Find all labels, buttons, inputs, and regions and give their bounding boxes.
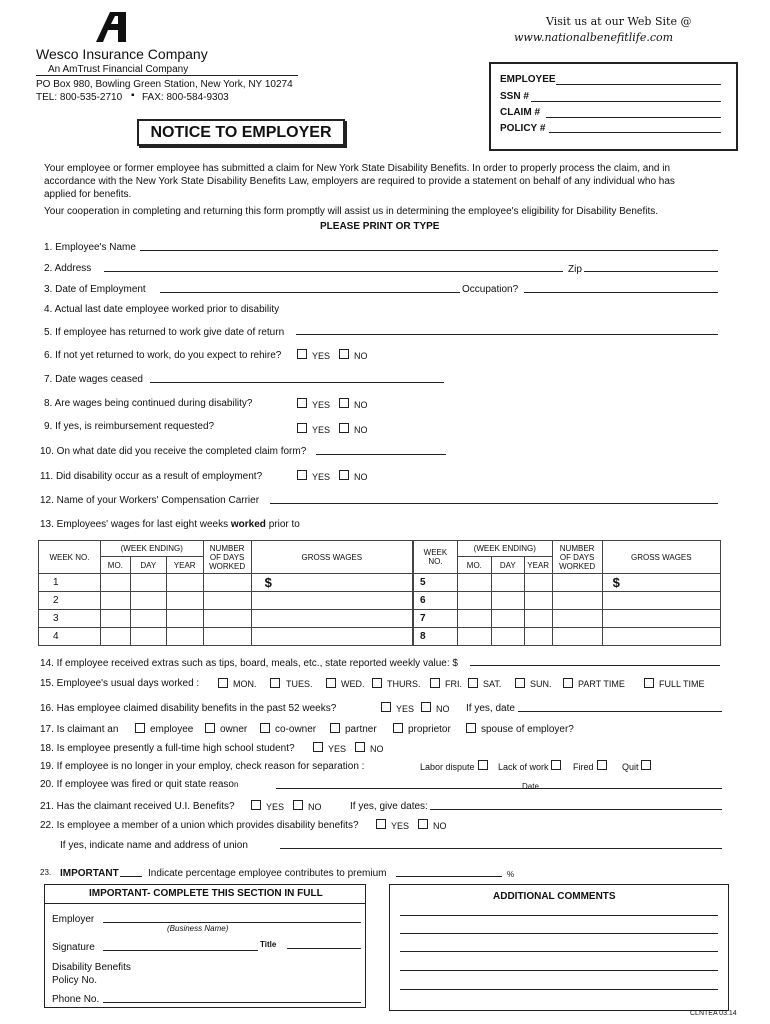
signature-field[interactable] (103, 950, 258, 951)
q19-label: 19. If employee is no longer in your employ, check reason for separation : (40, 761, 365, 772)
q9-yes-label: YES (312, 425, 331, 435)
separation-lack-of-work-label: Lack of work (498, 762, 549, 772)
q20-label (40, 779, 238, 790)
q6-no-label: NO (354, 351, 368, 361)
form-code: CLNTEA 03.14 (690, 1010, 737, 1017)
q23-label: Indicate percentage employee contributes to premium (148, 868, 387, 879)
q22-label: 22. Is employee a member of a union which provides disability benefits? (40, 820, 359, 831)
q16-no-label: NO (436, 704, 450, 714)
intro-line3: applied for benefits. (44, 189, 132, 200)
comment-line[interactable] (400, 970, 718, 971)
day-label-mon: MON. (233, 679, 257, 689)
mo-header: MO. (457, 557, 491, 574)
gross-wages-header: GROSS WAGES (251, 541, 412, 574)
claimant-proprietor-checkbox[interactable] (393, 723, 403, 733)
day-label-wed: WED. (341, 679, 365, 689)
q21-yes-checkbox[interactable] (251, 800, 261, 810)
claimant-partner-checkbox[interactable] (330, 723, 340, 733)
q22-yes-label: YES (391, 821, 410, 831)
page-title: NOTICE TO EMPLOYER (137, 119, 345, 146)
day-checkbox-thurs[interactable] (372, 678, 382, 688)
title-field[interactable] (287, 948, 361, 949)
claimant-employee-checkbox[interactable] (135, 723, 145, 733)
intro-line4: Your cooperation in completing and returning this form promptly will assist us in determining the employee's eligibility for Disability Benefits. (44, 206, 659, 217)
day-header: DAY (491, 557, 524, 574)
signature-label: Signature (52, 942, 95, 953)
q8-label: 8. Are wages being continued during disability? (44, 398, 253, 409)
q6-no-checkbox[interactable] (339, 349, 349, 359)
q11-yes-checkbox[interactable] (297, 470, 307, 480)
day-checkbox-sat[interactable] (468, 678, 478, 688)
q5-field[interactable] (296, 334, 718, 335)
day-checkbox-fri[interactable] (430, 678, 440, 688)
gross-wages-cell[interactable] (251, 574, 412, 592)
employer-label: Employer (52, 914, 95, 925)
company-tel: TEL: 800-535-2710 (36, 92, 123, 103)
table-row (414, 592, 721, 610)
phone-field[interactable] (103, 1002, 361, 1003)
claim-field[interactable] (546, 117, 721, 118)
separation-quit-checkbox[interactable] (641, 760, 651, 770)
q2-zip-field[interactable] (584, 271, 718, 272)
q23-important-underline (120, 876, 142, 877)
q13-label-a: 13. Employees' wages for last eight weeks (40, 519, 229, 530)
claimant-partner-label: partner (345, 724, 377, 735)
day-checkbox-mon[interactable] (218, 678, 228, 688)
q6-label: 6. If not yet returned to work, do you expect to rehire? (44, 350, 282, 361)
q9-no-checkbox[interactable] (339, 423, 349, 433)
q16-date-field[interactable] (518, 711, 722, 712)
q16-no-checkbox[interactable] (421, 702, 431, 712)
employee-label: EMPLOYEE (500, 74, 556, 85)
q21-no-checkbox[interactable] (293, 800, 303, 810)
separation-quit-label: Quit (622, 762, 639, 772)
q8-yes-label: YES (312, 400, 331, 410)
week-ending-header: (WEEK ENDING) (457, 541, 552, 557)
q23-percent-sign: % (507, 870, 515, 879)
q13-label-c: prior to (268, 519, 300, 530)
q23-important: IMPORTANT (60, 868, 119, 879)
part-time-checkbox[interactable] (563, 678, 573, 688)
db-policy-label-2: Policy No. (52, 975, 98, 986)
q17-label: 17. Is claimant an (40, 724, 119, 735)
dollar-sign: $ (264, 575, 272, 590)
q14-field[interactable] (470, 665, 720, 666)
separation-labor-dispute-label: Labor dispute (420, 762, 475, 772)
week-ending-header: (WEEK ENDING) (100, 541, 203, 557)
company-name: Wesco Insurance Company (36, 46, 208, 62)
q14-label: 14. If employee received extras such as tips, board, meals, etc., state reported weekly value: $ (40, 658, 458, 669)
q3-field[interactable] (160, 292, 460, 293)
fax-bullet: ▪ (131, 90, 135, 101)
intro-line1: Your employee or former employee has submitted a claim for New York State Disability Benefits. In order to properly process the claim, and in (44, 163, 671, 174)
q22-yes-checkbox[interactable] (376, 819, 386, 829)
claimant-coowner-checkbox[interactable] (260, 723, 270, 733)
q1-field[interactable] (140, 250, 718, 251)
q10-label: 10. On what date did you receive the completed claim form? (40, 446, 307, 457)
company-logo (96, 12, 126, 42)
q18-yes-checkbox[interactable] (313, 742, 323, 752)
website-url[interactable]: www.nationalbenefitlife.com (514, 31, 674, 44)
company-fax: FAX: 800-584-9303 (142, 92, 229, 103)
q3-occupation-label: Occupation? (462, 284, 519, 295)
table-row (39, 592, 413, 610)
q4-label: 4. Actual last date employee worked prior to disability (44, 304, 280, 315)
day-label-sun: SUN. (530, 679, 552, 689)
part-time-label: PART TIME (578, 679, 625, 689)
business-name-caption: (Business Name) (167, 924, 229, 933)
title-label: Title (260, 940, 277, 949)
db-policy-label-1: Disability Benefits (52, 962, 131, 973)
num-days-header: NUMBER OF DAYS WORKED (552, 541, 602, 574)
separation-fired-label: Fired (573, 762, 594, 772)
q18-no-label: NO (370, 744, 384, 754)
wages-table-left (38, 540, 413, 646)
q20-label-text: 20. If employee was fired or quit state reaso (40, 779, 234, 790)
employee-field[interactable] (556, 84, 721, 85)
ssn-field[interactable] (531, 101, 721, 102)
policy-field[interactable] (549, 132, 721, 133)
website-line1: Visit us at our Web Site @ (546, 15, 692, 28)
claim-label: CLAIM # (500, 107, 540, 118)
separation-fired-checkbox[interactable] (597, 760, 607, 770)
comment-line[interactable] (400, 915, 718, 916)
comment-line[interactable] (400, 989, 718, 990)
company-address: PO Box 980, Bowling Green Station, New York, NY 10274 (36, 79, 293, 90)
week-number: 8 (414, 628, 458, 646)
q22-no-label: NO (433, 821, 447, 831)
year-header: YEAR (524, 557, 552, 574)
additional-comments-heading: ADDITIONAL COMMENTS (493, 891, 616, 902)
table-row (414, 574, 721, 592)
q1-label: 1. Employee's Name (44, 242, 136, 253)
company-subtitle: An AmTrust Financial Company (48, 64, 189, 75)
print-instruction: PLEASE PRINT OR TYPE (320, 221, 440, 232)
day-label-fri: FRI. (445, 679, 462, 689)
separation-labor-dispute-checkbox[interactable] (478, 760, 488, 770)
num-days-header: NUMBER OF DAYS WORKED (203, 541, 251, 574)
q22-union-field[interactable] (280, 848, 722, 849)
q6-yes-label: YES (312, 351, 331, 361)
table-row (39, 610, 413, 628)
week-no-header: WEEK NO. (414, 541, 458, 574)
q2-field[interactable] (104, 271, 563, 272)
day-checkbox-sun[interactable] (515, 678, 525, 688)
week-number: 6 (414, 592, 458, 610)
q23-number: 23. (40, 868, 52, 877)
q13-label (40, 519, 300, 530)
q18-yes-label: YES (328, 744, 347, 754)
q9-yes-checkbox[interactable] (297, 423, 307, 433)
claimant-proprietor-label: proprietor (408, 724, 451, 735)
dollar-sign: $ (612, 575, 620, 590)
claimant-owner-label: owner (220, 724, 248, 735)
claim-id-box (489, 62, 738, 151)
q5-label: 5. If employee has returned to work give date of return (44, 327, 285, 338)
q8-yes-checkbox[interactable] (297, 398, 307, 408)
mo-header: MO. (100, 557, 130, 574)
intro-line2: accordance with the New York State Disability Benefits Law, employers are required to provide a statement on behalf of any individual who has (44, 176, 675, 187)
q21-yes-label: YES (266, 802, 285, 812)
q12-field[interactable] (270, 503, 718, 504)
q21-ifyes-label: If yes, give dates: (350, 801, 428, 812)
ssn-label: SSN # (500, 91, 529, 102)
year-header: YEAR (166, 557, 203, 574)
q9-no-label: NO (354, 425, 368, 435)
table-row (39, 574, 413, 592)
q2-label: 2. Address (44, 263, 92, 274)
policy-label: POLICY # (500, 123, 546, 134)
full-time-checkbox[interactable] (644, 678, 654, 688)
week-number: 2 (39, 592, 101, 610)
q8-no-label: NO (354, 400, 368, 410)
q20-date-label: Date (522, 782, 539, 791)
week-number: 5 (414, 574, 458, 592)
week-number: 3 (39, 610, 101, 628)
week-number: 7 (414, 610, 458, 628)
claimant-owner-checkbox[interactable] (205, 723, 215, 733)
phone-label: Phone No. (52, 994, 100, 1005)
q21-no-label: NO (308, 802, 322, 812)
employer-section (44, 884, 366, 1008)
q7-field[interactable] (150, 382, 444, 383)
week-number: 1 (39, 574, 101, 592)
q9-label: 9. If yes, is reimbursement requested? (44, 421, 215, 432)
q3-label: 3. Date of Employment (44, 284, 146, 295)
table-row (414, 610, 721, 628)
separation-lack-of-work-checkbox[interactable] (551, 760, 561, 770)
q16-ifyes-label: If yes, date (466, 703, 515, 714)
additional-comments-section (389, 884, 729, 1011)
comment-line[interactable] (400, 951, 718, 952)
q23-percent-field[interactable] (396, 876, 502, 877)
q6-yes-checkbox[interactable] (297, 349, 307, 359)
employer-section-heading: IMPORTANT- COMPLETE THIS SECTION IN FULL (89, 888, 323, 899)
q16-label: 16. Has employee claimed disability benefits in the past 52 weeks? (40, 703, 337, 714)
table-row (414, 628, 721, 646)
week-number: 4 (39, 628, 101, 646)
q22-union-label: If yes, indicate name and address of union (60, 840, 248, 851)
claimant-coowner-label: co-owner (275, 724, 317, 735)
q21-label: 21. Has the claimant received U.I. Benefits? (40, 801, 235, 812)
comment-line[interactable] (400, 933, 718, 934)
wages-table-right (413, 540, 721, 646)
day-checkbox-tues[interactable] (270, 678, 280, 688)
q16-yes-label: YES (396, 704, 415, 714)
gross-wages-cell[interactable] (602, 574, 720, 592)
q20-field[interactable] (276, 788, 722, 789)
q8-no-checkbox[interactable] (339, 398, 349, 408)
employer-field[interactable] (103, 922, 361, 923)
gross-wages-header: GROSS WAGES (602, 541, 720, 574)
q11-no-label: NO (354, 472, 368, 482)
q18-label: 18. Is employee presently a full-time high school student? (40, 743, 295, 754)
q10-field[interactable] (316, 454, 446, 455)
q13-label-worked: worked (230, 519, 266, 530)
q15-label: 15. Employee's usual days worked : (40, 678, 200, 689)
week-no-header: WEEK NO. (39, 541, 101, 574)
q2-zip-label: Zip (568, 264, 582, 275)
q20-label-n: n (234, 780, 239, 789)
day-label-sat: SAT. (483, 679, 502, 689)
q11-yes-label: YES (312, 472, 331, 482)
table-row (39, 628, 413, 646)
q12-label: 12. Name of your Workers' Compensation Carrier (40, 495, 260, 506)
claimant-spouse-checkbox[interactable] (466, 723, 476, 733)
full-time-label: FULL TIME (659, 679, 705, 689)
day-label-tues: TUES. (286, 679, 313, 689)
q18-no-checkbox[interactable] (355, 742, 365, 752)
day-label-thurs: THURS. (387, 679, 421, 689)
q3-occupation-field[interactable] (524, 292, 718, 293)
q21-dates-field[interactable] (430, 809, 722, 810)
day-header: DAY (130, 557, 166, 574)
q16-yes-checkbox[interactable] (381, 702, 391, 712)
claimant-spouse-label: spouse of employer? (481, 724, 574, 735)
q11-no-checkbox[interactable] (339, 470, 349, 480)
q22-no-checkbox[interactable] (418, 819, 428, 829)
q11-label: 11. Did disability occur as a result of employment? (40, 471, 263, 482)
day-checkbox-wed[interactable] (326, 678, 336, 688)
q7-label: 7. Date wages ceased (44, 374, 143, 385)
claimant-employee-label: employee (150, 724, 194, 735)
